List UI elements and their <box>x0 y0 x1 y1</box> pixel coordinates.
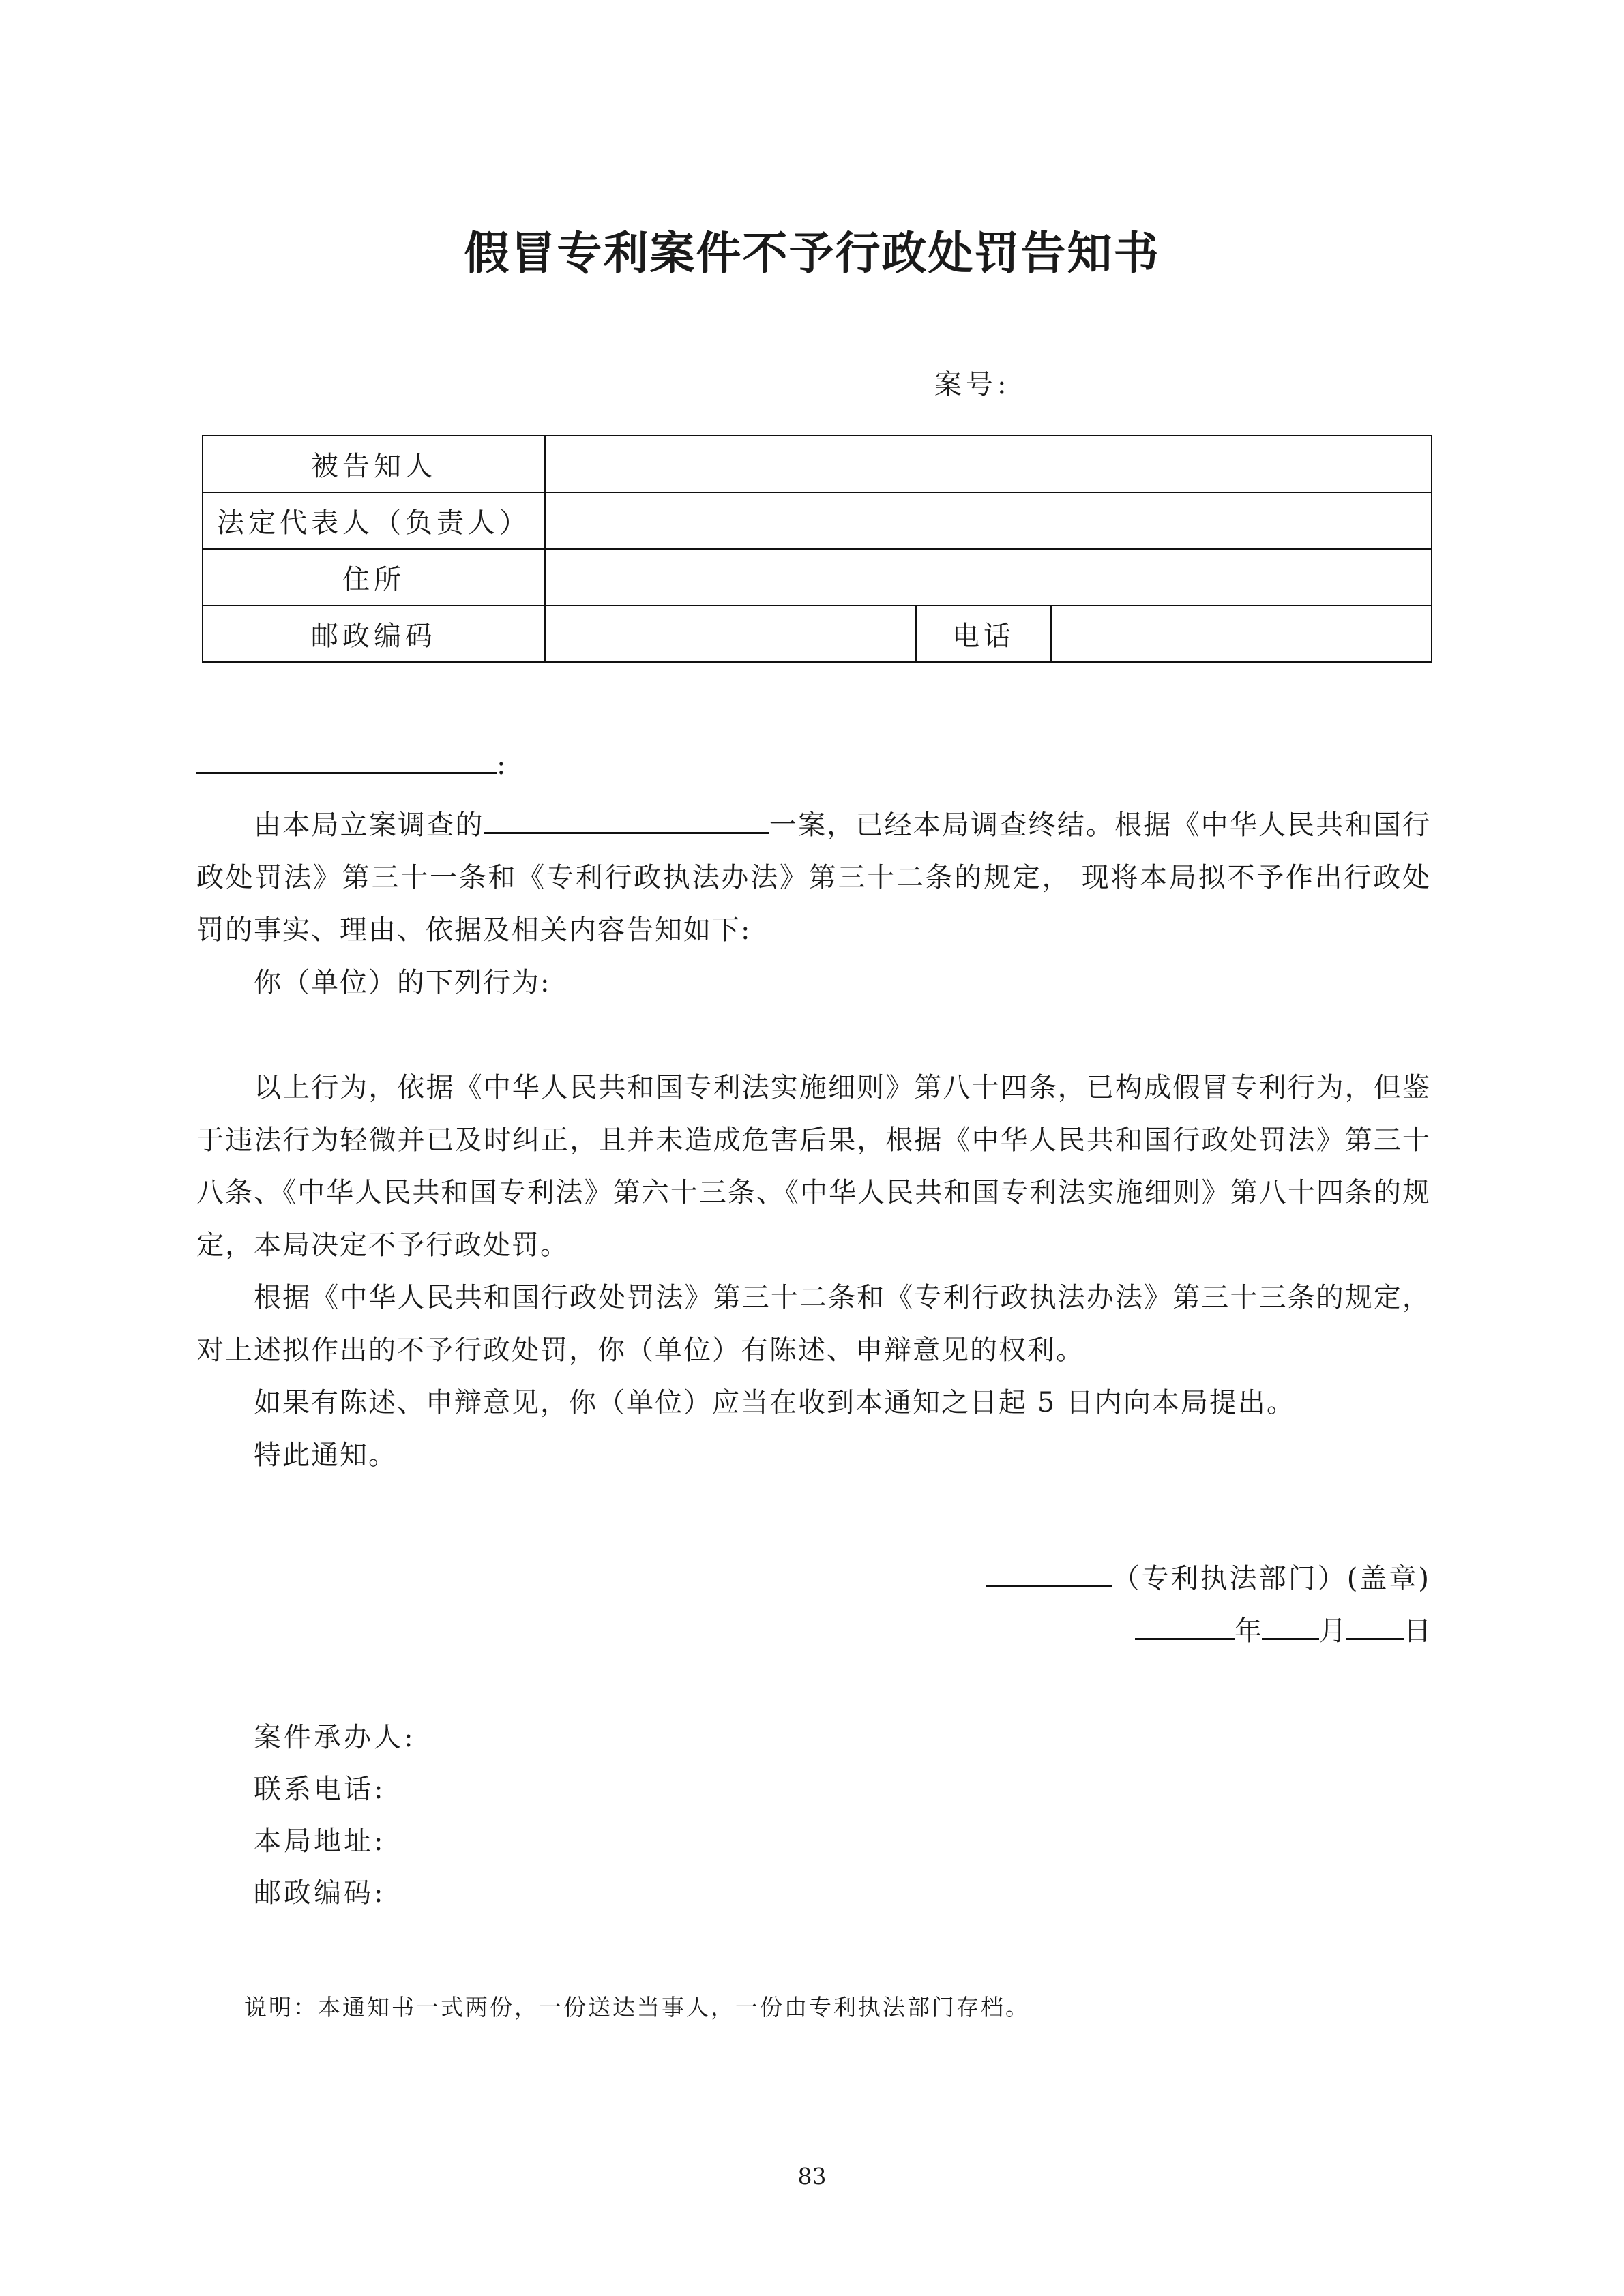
body-paragraph-3: 以上行为，依据《中华人民共和国专利法实施细则》第八十四条，已构成假冒专利行为，但鉴于违法行为轻微并已及时纠正，且并未造成危害后果，根据《中华人民共和国行政处罚法》第三十八条、《中华人民共和国专利法》第六十三条、《中华人民共和国专利法实施细则》第八十四条的规定，本局决定不予行政处罚。 <box>196 1072 1431 1261</box>
legal-rep-label: 法定代表人（负责人） <box>203 492 545 549</box>
date-line <box>1135 1609 1431 1648</box>
page-title: 假冒专利案件不予行政处罚告知书 <box>464 227 1160 280</box>
notified-party-field[interactable] <box>545 436 1432 492</box>
phone-label: 电话 <box>916 606 1051 662</box>
day-blank[interactable] <box>1346 1615 1404 1640</box>
notice-body <box>196 799 1431 1482</box>
dept-blank[interactable] <box>986 1562 1112 1587</box>
body-paragraph-1 <box>196 799 1431 957</box>
postal-code-label: 邮政编码 <box>203 606 545 662</box>
notified-party-label: 被告知人 <box>203 436 545 492</box>
p1-suffix: 一案，已经本局调查终结。根据《中华人民共和国行政处罚法》第三十一条和《专利行政执法办法》第三十二条的规定， 现将本局拟不予作出行政处罚的事实、理由、依据及相关内容告知如下: <box>196 809 1432 946</box>
explanatory-note: 说明：本通知书一式两份，一份送达当事人，一份由专利执法部门存档。 <box>244 1994 1030 2021</box>
phone-field[interactable] <box>1051 606 1432 662</box>
dept-stamp-label: （专利执法部门）(盖章) <box>1112 1563 1431 1594</box>
month-label: 月 <box>1319 1615 1346 1647</box>
day-label: 日 <box>1404 1615 1431 1647</box>
legal-rep-field[interactable] <box>545 492 1432 549</box>
table-row <box>203 492 1432 549</box>
table-row <box>203 549 1432 606</box>
body-paragraph-5: 如果有陈述、申辩意见，你（单位）应当在收到本通知之日起 5 日内向本局提出。 <box>254 1387 1295 1418</box>
page-number: 83 <box>797 2163 827 2190</box>
handler-label: 案件承办人: <box>254 1722 416 1753</box>
address-label: 住所 <box>203 549 545 606</box>
year-label: 年 <box>1235 1615 1262 1647</box>
body-paragraph-6: 特此通知。 <box>254 1440 397 1471</box>
signature-line <box>986 1557 1431 1596</box>
month-blank[interactable] <box>1262 1615 1319 1640</box>
addressee-line <box>196 747 505 781</box>
table-row <box>203 606 1432 662</box>
address-field[interactable] <box>545 549 1432 606</box>
office-postal-label: 邮政编码: <box>254 1877 386 1909</box>
case-number-label: 案号: <box>934 369 1011 400</box>
party-info-table <box>202 435 1432 663</box>
contact-info <box>254 1712 415 1919</box>
addressee-blank[interactable] <box>196 747 497 774</box>
addressee-colon: : <box>497 749 506 781</box>
body-paragraph-2: 你（单位）的下列行为: <box>254 967 551 998</box>
office-address-label: 本局地址: <box>254 1825 386 1857</box>
postal-code-field[interactable] <box>545 606 916 662</box>
blank-gap <box>196 1009 1431 1062</box>
year-blank[interactable] <box>1135 1615 1235 1640</box>
contact-phone-label: 联系电话: <box>254 1774 386 1805</box>
body-paragraph-4: 根据《中华人民共和国行政处罚法》第三十二条和《专利行政执法办法》第三十三条的规定，对上述拟作出的不予行政处罚，你（单位）有陈述、申辩意见的权利。 <box>196 1282 1431 1366</box>
table-row <box>203 436 1432 492</box>
case-name-blank[interactable] <box>484 809 769 834</box>
p1-prefix: 由本局立案调查的 <box>254 809 484 841</box>
